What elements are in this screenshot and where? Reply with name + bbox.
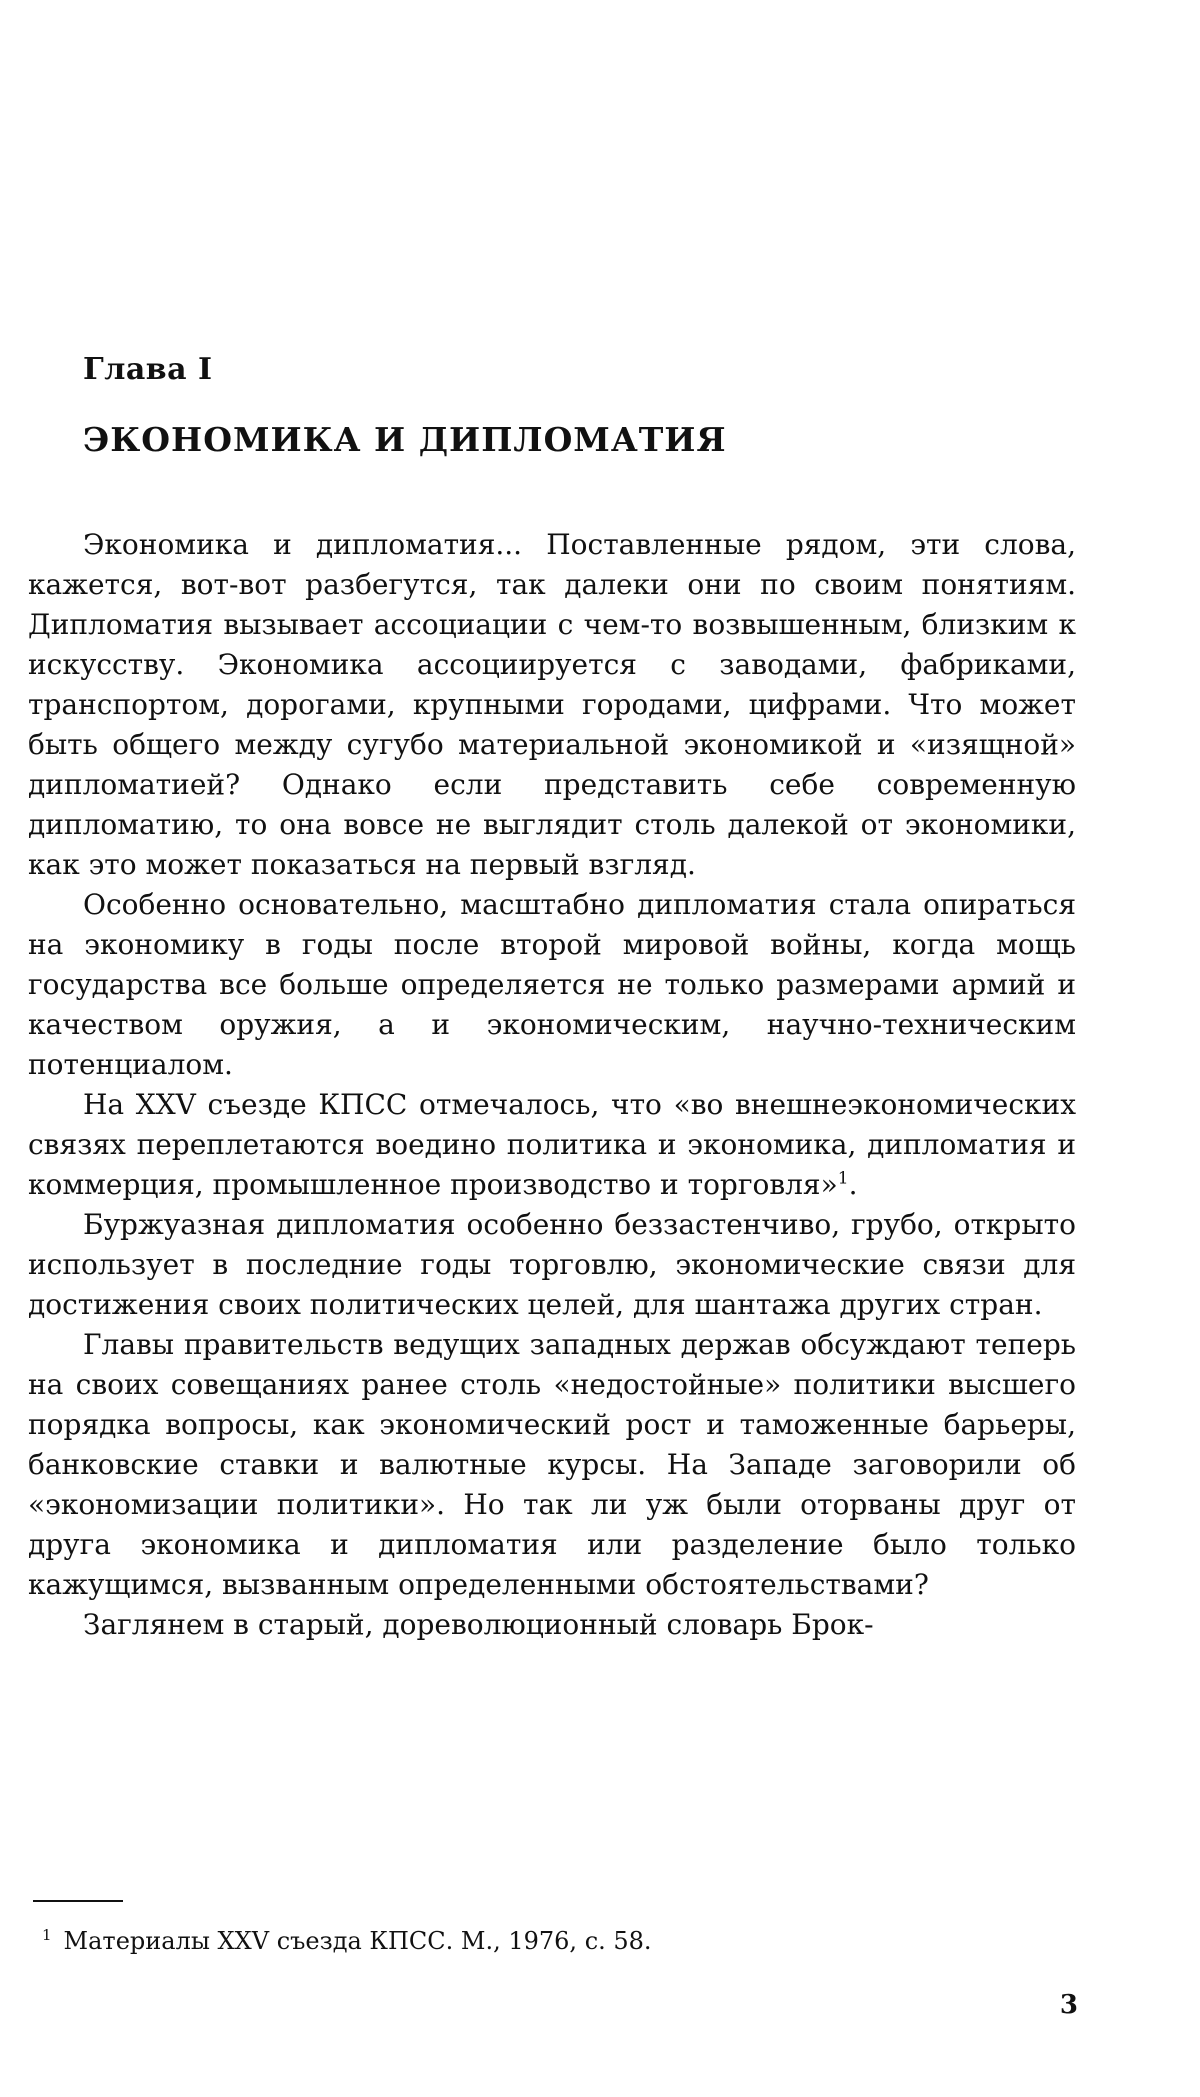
paragraph: Заглянем в старый, дореволюционный словарь Брок-	[83, 1608, 874, 1641]
body-text	[28, 525, 1076, 1645]
footnote-number: 1	[42, 1926, 52, 1944]
paragraph-with-footnote	[28, 1085, 1076, 1205]
paragraph: Экономика и дипломатия... Поставленные рядом, эти слова, кажется, вот-вот разбегутся, так далеки они по своим понятиям. Дипломатия вызывает ассоциации с чем-то возвышенным, близким к искусству. Экономика ассоциируется с заводами, фабриками, транспортом, дорогами, крупными городами, цифрами. Что может быть общего между сугубо материальной экономикой и «изящной» дипломатией? Однако если представить себе современную дипломатию, то она вовсе не выглядит столь далекой от экономики, как это может показаться на первый взгляд.	[28, 528, 1076, 881]
footnote-marker: 1	[837, 1168, 849, 1189]
chapter-label: Глава I	[83, 352, 213, 387]
paragraph: Главы правительств ведущих западных держав обсуждают теперь на своих совещаниях ранее столь «недостойные» политики высшего порядка вопросы, как экономический рост и таможенные барьеры, банковские ставки и валютные курсы. На Западе заговорили об «экономизации политики». Но так ли уж были оторваны друг от друга экономика и дипломатия или разделение было только кажущимся, вызванным определенными обстоятельствами?	[28, 1328, 1076, 1601]
chapter-title: ЭКОНОМИКА И ДИПЛОМАТИЯ	[83, 420, 727, 459]
footnote	[42, 1926, 652, 1956]
paragraph: Особенно основательно, масштабно дипломатия стала опираться на экономику в годы после второй мировой войны, когда мощь государства все больше определяется не только размерами армий и качеством оружия, а и экономическим, научно-техническим потенциалом.	[28, 888, 1076, 1081]
footnote-divider	[33, 1900, 123, 1902]
footnote-text: Материалы XXV съезда КПСС. М., 1976, с. 58.	[63, 1927, 652, 1955]
book-page	[28, 0, 1078, 2097]
paragraph-text: На XXV съезде КПСС отмечалось, что «во внешнеэкономических связях переплетаются воедино политика и экономика, дипломатия и коммерция, промышленное производство и торговля»	[28, 1088, 1076, 1201]
paragraph-end-punctuation: .	[848, 1168, 858, 1201]
page-number: 3	[1059, 1990, 1078, 2020]
paragraph: Буржуазная дипломатия особенно беззастенчиво, грубо, открыто использует в последние годы торговлю, экономические связи для достижения своих политических целей, для шантажа других стран.	[28, 1208, 1076, 1321]
